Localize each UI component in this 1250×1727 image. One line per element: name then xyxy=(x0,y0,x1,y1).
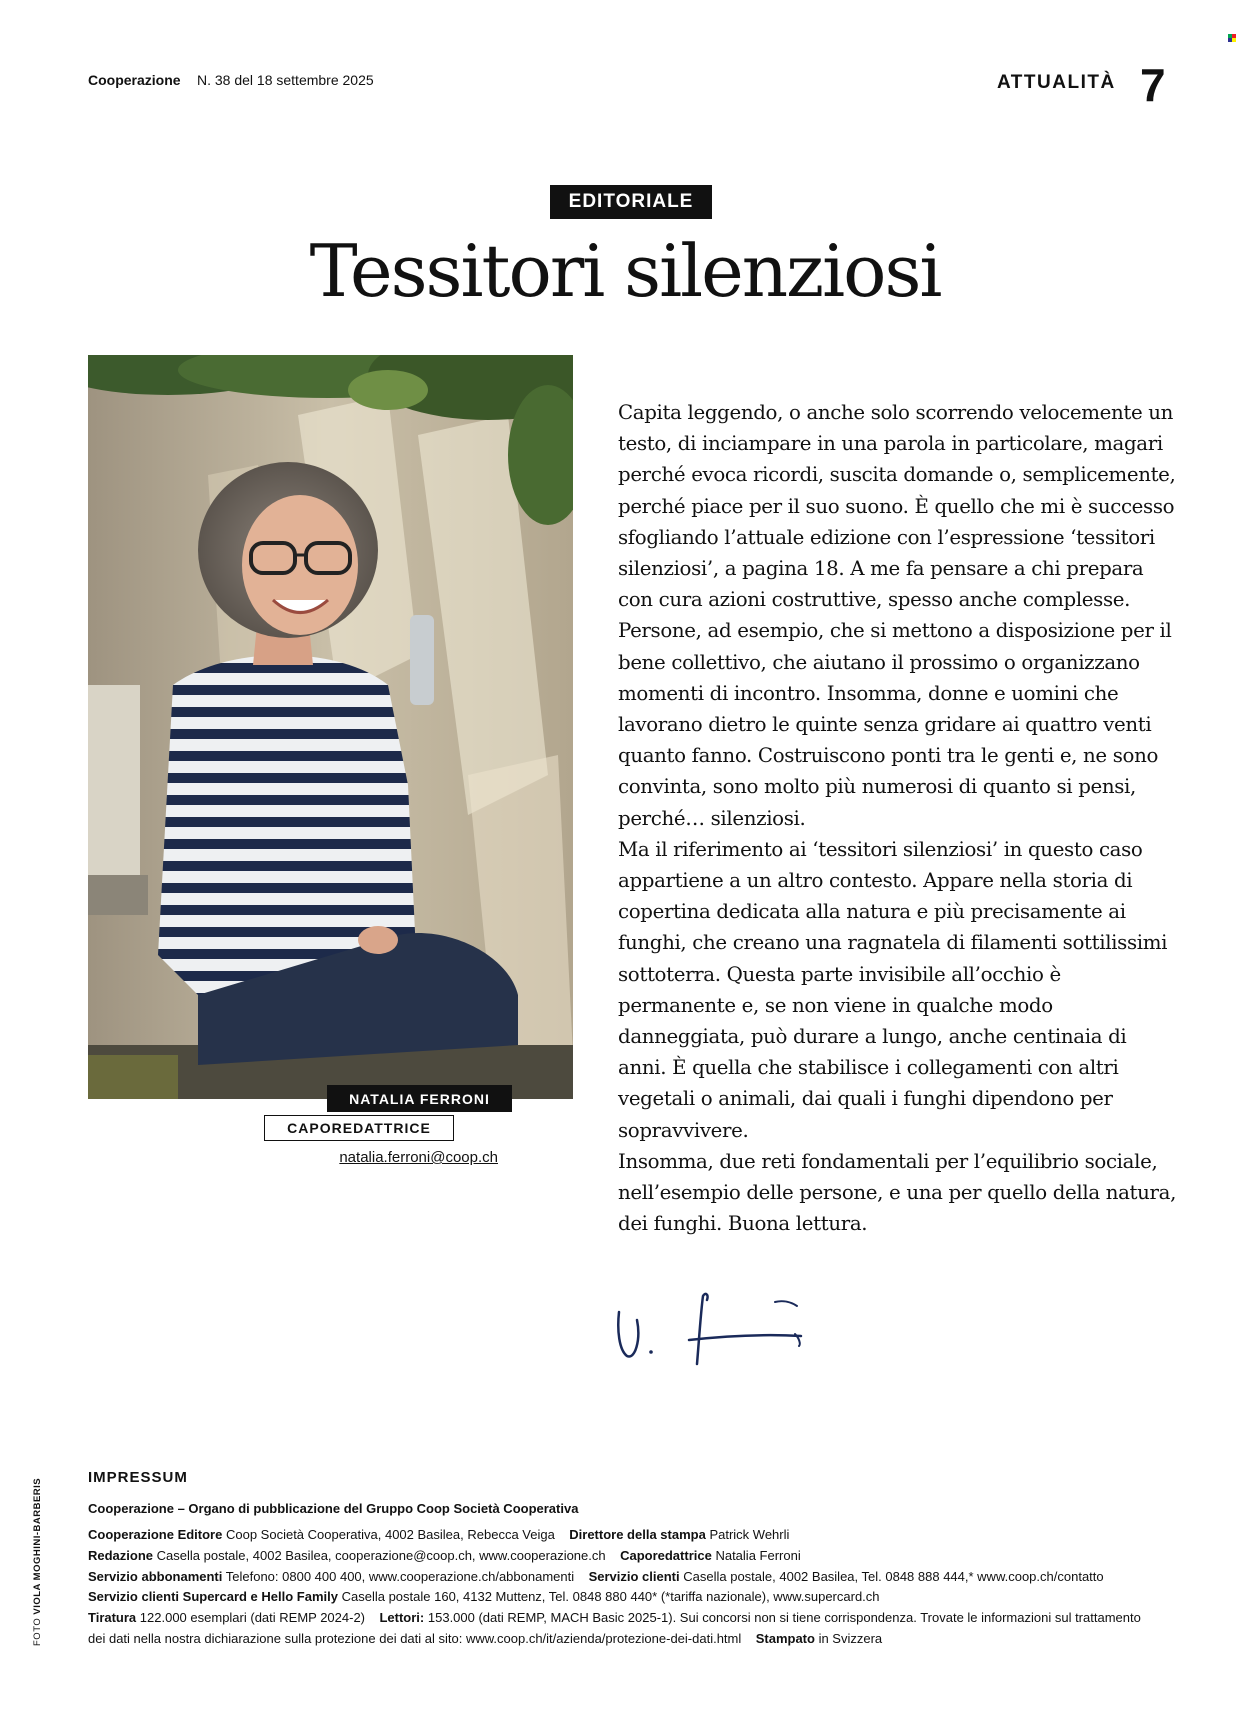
impressum-line xyxy=(88,1567,1168,1588)
author-name-tag: NATALIA FERRONI xyxy=(327,1085,512,1112)
impressum-title: IMPRESSUM xyxy=(88,1469,188,1486)
photo-credit xyxy=(32,1478,43,1646)
impressum-details xyxy=(88,1525,1168,1650)
article-paragraph: Capita leggendo, o anche solo scorrendo velocemente un testo, di inciampare in una parola in particolare, magari perché evoca ricordi, suscita domande o, semplicemente, perché piace per il suo suono. È quello che mi è successo sfogliando l’attuale edizione con l’espressione ‘tessitori silenziosi’, a pagina 18. A me fa pensare a chi prepara con cura azioni costruttive, spesso anche complesse. xyxy=(618,401,1176,612)
publication-name: Cooperazione xyxy=(88,72,181,88)
impressum-line xyxy=(88,1546,1168,1567)
impressum-label: Redazione xyxy=(88,1547,154,1563)
impressum-label: Servizio clienti xyxy=(588,1568,680,1584)
impressum-label: Servizio clienti Supercard e Hello Family xyxy=(88,1589,338,1605)
article-title: Tessitori silenziosi xyxy=(309,229,941,313)
impressum-value: Casella postale, 4002 Basilea, cooperazione@coop.ch, www.cooperazione.ch xyxy=(156,1547,606,1563)
impressum-label: Lettori: xyxy=(379,1610,425,1626)
impressum-label: Cooperazione Editore xyxy=(88,1527,223,1542)
impressum-label: Stampato xyxy=(755,1630,815,1646)
impressum-value: in Svizzera xyxy=(818,1630,883,1646)
article-paragraph: Ma il riferimento ai ‘tessitori silenziosi’ in questo caso appartiene a un altro contesto. Appare nella storia di copertina dedicata alla natura e più precisamente ai funghi, che creano una ragnatela di filamenti sottilissimi sottoterra. Questa parte invisibile all’occhio è permanente e, se non viene in qualche modo danneggiata, può durare a lungo, anche centinaia di anni. È quella che stabilisce i collegamenti con altri vegetali o animali, dai quali i funghi dipendono per sopravvivere. xyxy=(618,837,1168,1142)
article-body xyxy=(618,397,1178,1239)
color-registration-mark xyxy=(1228,34,1236,42)
impressum-label: Caporedattrice xyxy=(620,1547,712,1563)
impressum-label: Direttore della stampa xyxy=(569,1527,706,1542)
impressum-line xyxy=(88,1608,1168,1629)
impressum-organ: Cooperazione – Organo di pubblicazione del Gruppo Coop Società Cooperativa xyxy=(88,1501,579,1516)
impressum-value: Casella postale, 4002 Basilea, Tel. 0848 888 444,* www.coop.ch/contatto xyxy=(683,1568,1104,1584)
impressum-line xyxy=(88,1629,1168,1650)
impressum-label: Servizio abbonamenti xyxy=(88,1568,223,1584)
author-photo xyxy=(88,355,573,1099)
photo-credit-name: VIOLA MOGHINI-BARBERIS xyxy=(32,1477,43,1615)
author-signature xyxy=(615,1290,815,1370)
impressum-label: Tiratura xyxy=(88,1610,137,1626)
impressum-value: Casella postale 160, 4132 Muttenz, Tel. 0848 880 440* (*tariffa nazionale), www.supercard.ch xyxy=(341,1589,880,1605)
issue-date: N. 38 del 18 settembre 2025 xyxy=(197,72,374,88)
article-paragraph: Persone, ad esempio, che si mettono a disposizione per il bene collettivo, che aiutano il prossimo o organizzano momenti di incontro. Insomma, donne e uomini che lavorano dietro le quinte senza gridare ai quattro venti quanto fanno. Costruiscono ponti tra le genti e, ne sono convinta, sono molto più numerosi di quanto si pensi, perché… silenziosi. xyxy=(618,619,1172,830)
author-role-tag: CAPOREDATTRICE xyxy=(264,1115,454,1141)
impressum-value: 153.000 (dati REMP, MACH Basic 2025-1). Sui concorsi non si tiene corrispondenza. Trovate le informazioni sul trattamento xyxy=(427,1610,1141,1626)
impressum-line xyxy=(88,1587,1168,1608)
impressum-value: dei dati nella nostra dichiarazione sulla protezione dei dati al sito: www.coop.ch/it/azienda/protezione-dei-dati.html xyxy=(88,1630,742,1646)
article-paragraph: Insomma, due reti fondamentali per l’equilibrio sociale, nell’esempio delle persone, e una per quello della natura, dei funghi. Buona lettura. xyxy=(618,1149,1177,1236)
impressum-value: Telefono: 0800 400 400, www.cooperazione.ch/abbonamenti xyxy=(225,1568,575,1584)
editorial-kicker: EDITORIALE xyxy=(550,185,712,219)
impressum-value: Coop Società Cooperativa, 4002 Basilea, Rebecca Veiga xyxy=(225,1527,555,1542)
page-number: 7 xyxy=(1140,59,1166,111)
section-label: ATTUALITÀ xyxy=(997,72,1116,93)
photo-credit-label: FOTO xyxy=(32,1617,43,1646)
impressum-value: Patrick Wehrli xyxy=(709,1527,790,1542)
impressum-value: Natalia Ferroni xyxy=(715,1547,801,1563)
impressum-line xyxy=(88,1525,1168,1546)
impressum-value: 122.000 esemplari (dati REMP 2024-2) xyxy=(139,1610,366,1626)
author-email-link[interactable]: natalia.ferroni@coop.ch xyxy=(339,1149,498,1166)
